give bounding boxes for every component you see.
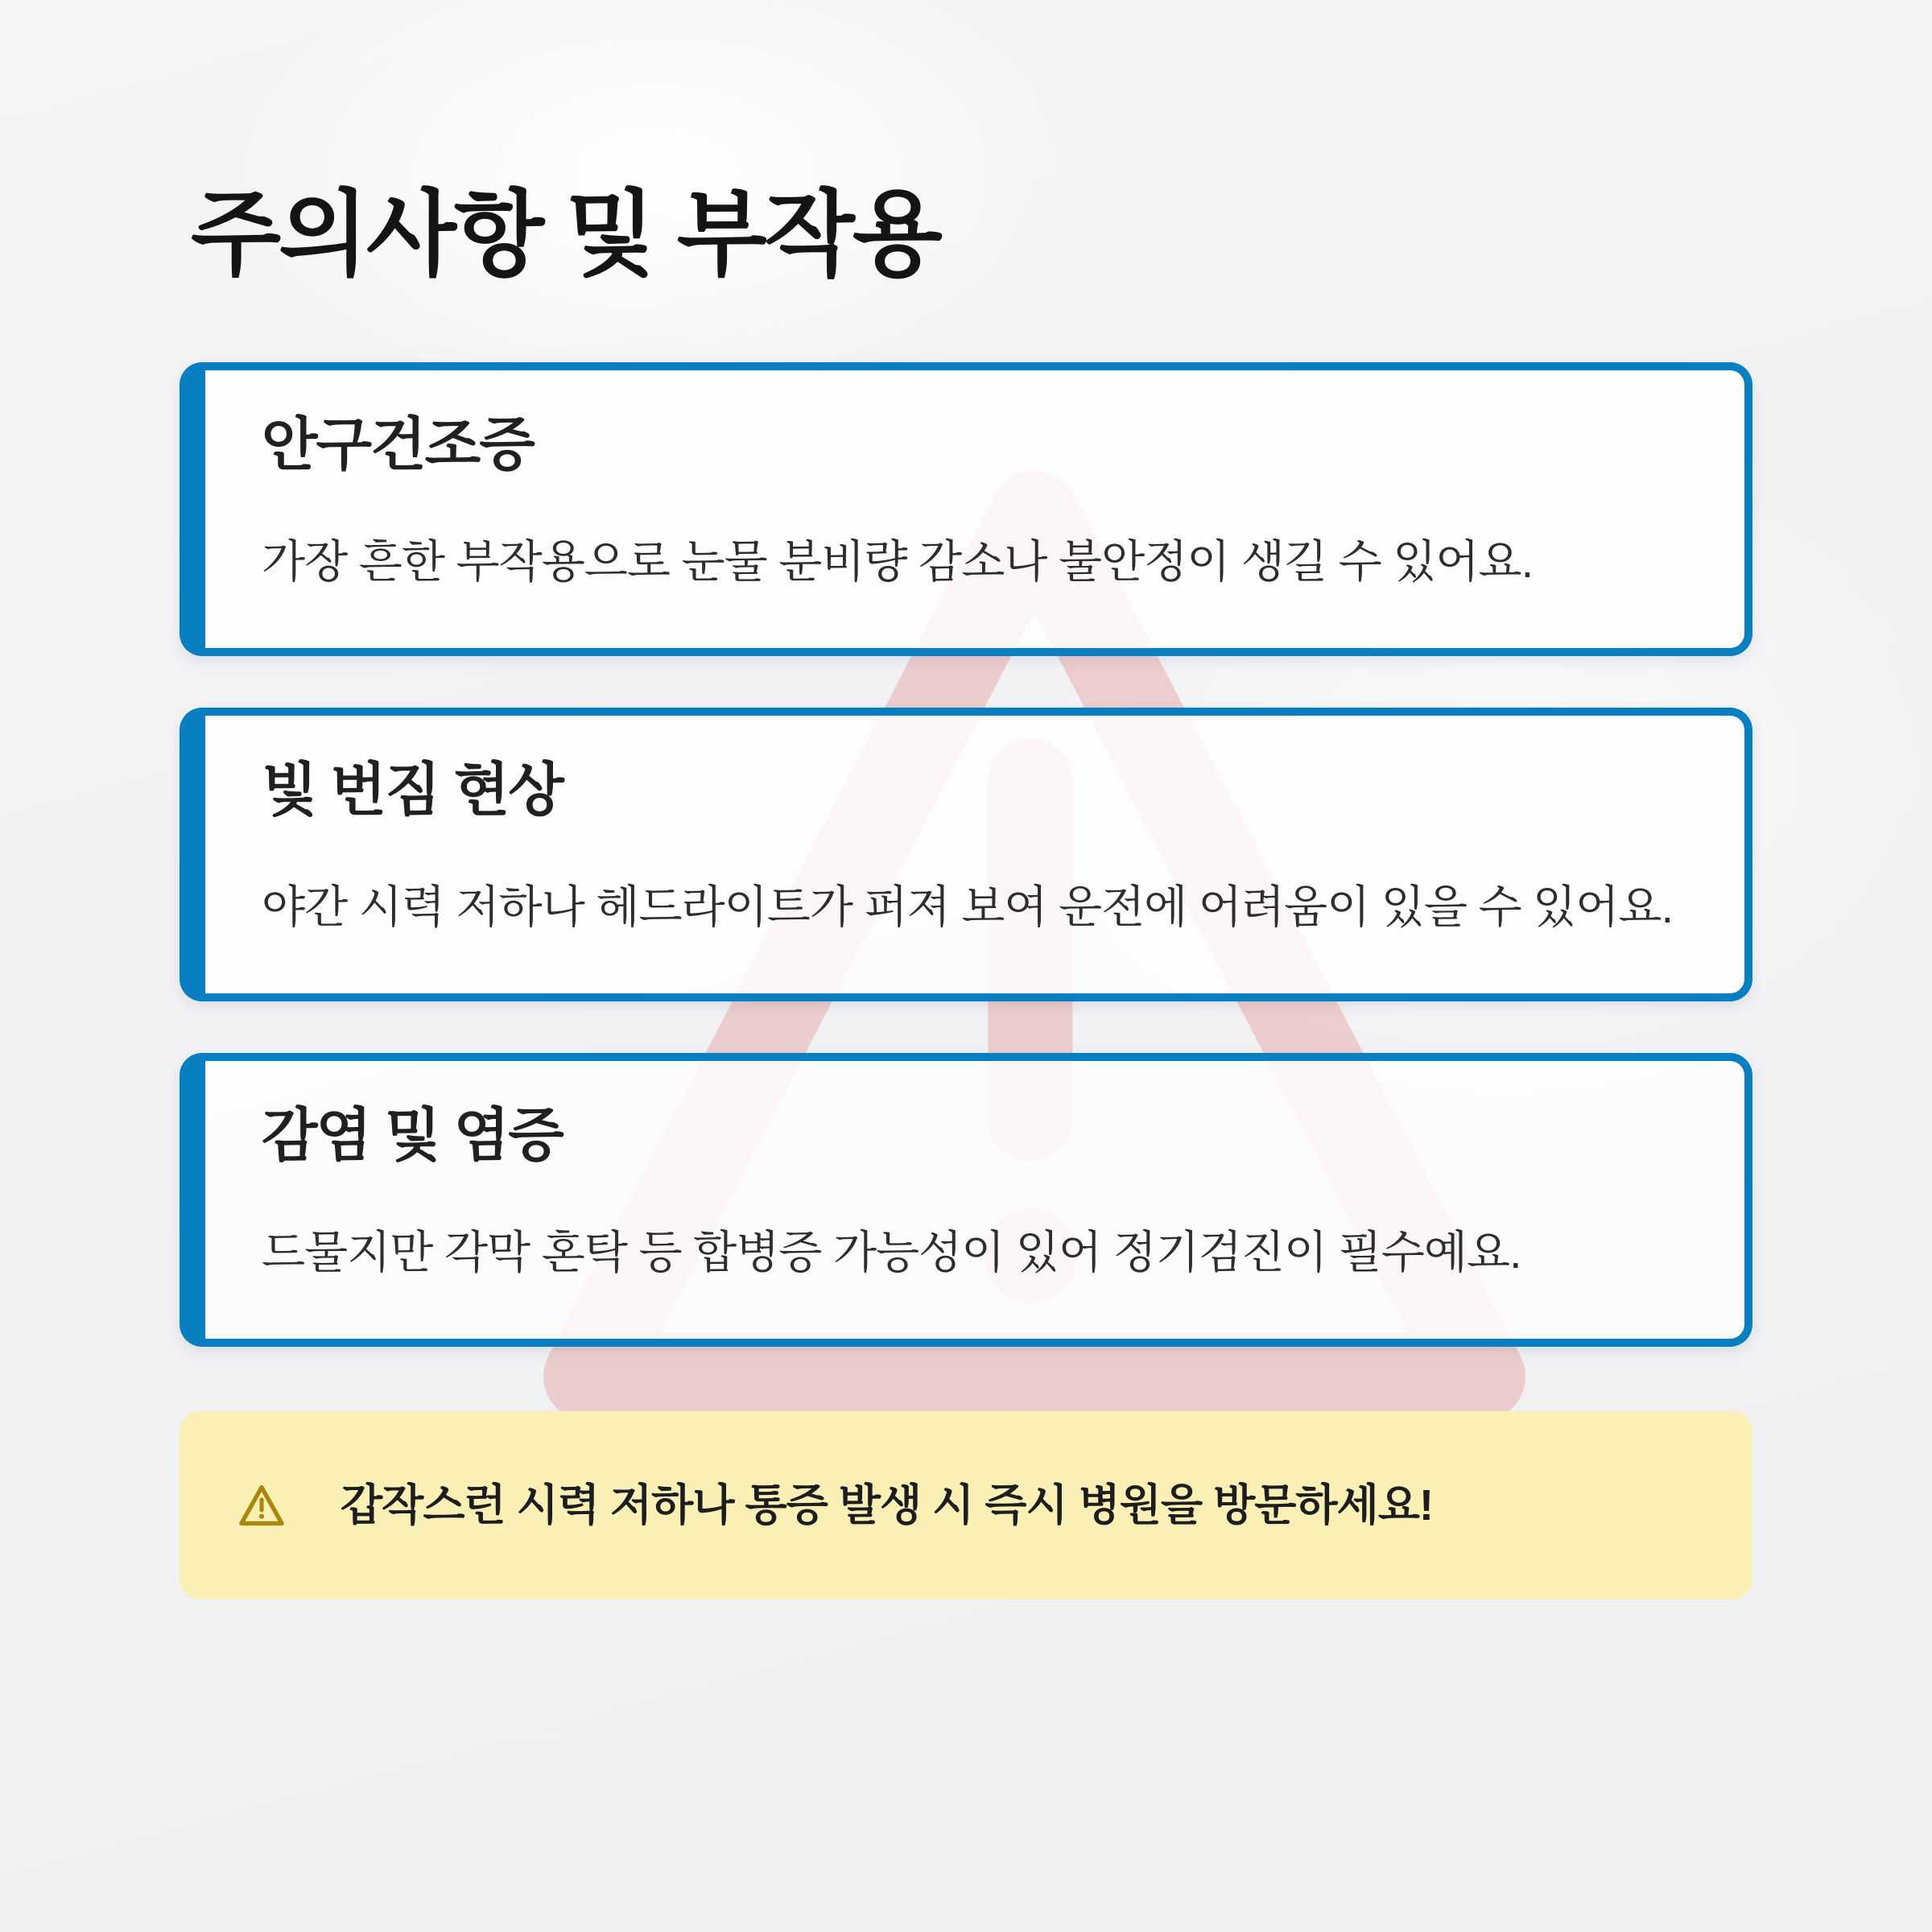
card-title: 안구건조증 (262, 413, 534, 478)
warning-banner-text: 갑작스런 시력 저하나 통증 발생 시 즉시 병원을 방문하세요! (341, 1480, 1433, 1530)
card-title: 감염 및 염증 (262, 1103, 563, 1168)
warning-triangle-icon (236, 1480, 287, 1531)
page-title: 주의사항 및 부작용 (191, 182, 940, 287)
card-title: 빛 번짐 현상 (262, 758, 563, 824)
card-body: 가장 흔한 부작용으로 눈물 분비량 감소나 불안정이 생길 수 있어요. (262, 536, 1534, 588)
content-column (180, 181, 1752, 1600)
card-body: 드물지만 각막 혼탁 등 합병증 가능성이 있어 정기검진이 필수예요. (262, 1226, 1521, 1278)
side-effect-card-infection (180, 1053, 1752, 1347)
card-body: 야간 시력 저하나 헤드라이트가 퍼져 보여 운전에 어려움이 있을 수 있어요. (262, 881, 1674, 932)
warning-banner (180, 1411, 1752, 1600)
side-effect-card-glare (180, 708, 1752, 1001)
side-effect-card-dry-eye (180, 362, 1752, 656)
